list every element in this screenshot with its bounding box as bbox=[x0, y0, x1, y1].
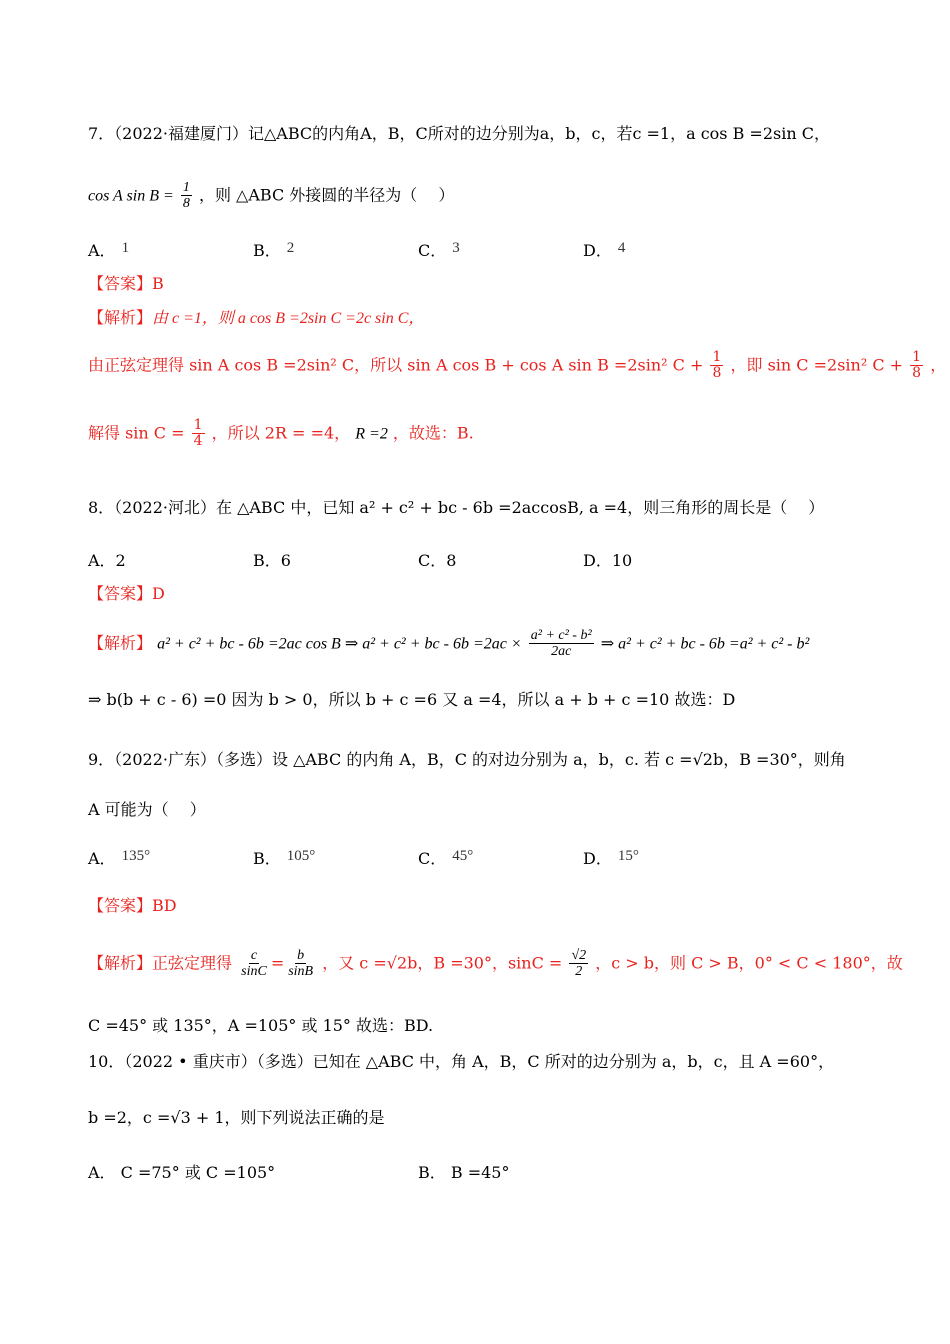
q8-solution-label: 【解析】 bbox=[88, 633, 153, 653]
q9-stem-line2: A 可能为（ ） bbox=[88, 800, 206, 819]
q10-stem-line2: b =2，c =√3 + 1，则下列说法正确的是 bbox=[88, 1108, 385, 1127]
q7-solution-text1: 由 c =1，则 a cos B =2sin C =2c sin C， bbox=[152, 310, 425, 327]
q7-solution-line2 bbox=[88, 349, 947, 382]
q7-answer: 【答案】B bbox=[88, 274, 164, 293]
q7-solution-radius: R =2 bbox=[355, 425, 388, 443]
q7-fraction bbox=[181, 180, 192, 212]
q7-frac-num: 1 bbox=[182, 180, 190, 195]
q7-solution-text2b: ，即 sin C =2sin² C + bbox=[730, 355, 904, 375]
q9-solution-text1c: ，c > b，则 C > B，0° < C < 180°，故 bbox=[595, 953, 903, 973]
q9-option-d[interactable]: D． 15° bbox=[583, 848, 639, 868]
q7-solution-text3e: ，故选：B. bbox=[392, 423, 474, 443]
q7-solution-line1 bbox=[88, 308, 890, 330]
q9-answer: 【答案】BD bbox=[88, 896, 177, 915]
q10-option-a[interactable]: A． C =75° 或 C =105° bbox=[88, 1163, 276, 1182]
q9-stem-line1: 9．（2022·广东）（多选）设 △ABC 的内角 A，B，C 的对边分别为 a，b，c. 若 c =√2b，B =30°，则角 bbox=[88, 750, 846, 769]
q7-solution-text3c: =4， bbox=[310, 423, 351, 443]
q7-solution-text2-end: ， bbox=[930, 355, 947, 375]
q8-option-b[interactable]: B．6 bbox=[253, 551, 291, 570]
q10-stem-line1: 10．（2022 • 重庆市）（多选）已知在 △ABC 中，角 A，B，C 所对的边分别为 a，b，c，且 A =60°， bbox=[88, 1052, 835, 1071]
q7-stem-line2 bbox=[88, 180, 890, 212]
q7-option-b[interactable]: B． 2 bbox=[253, 240, 295, 260]
q9-solution-text1b: ，又 c =√2b，B =30°，sinC = bbox=[322, 953, 563, 973]
q9-sol-frac2: $\frac{b}{\sin B}$ bbox=[288, 948, 314, 980]
q9-option-b[interactable]: B． 105° bbox=[253, 848, 316, 868]
q8-option-c[interactable]: C．8 bbox=[418, 551, 457, 570]
q9-option-a[interactable]: A． 135° bbox=[88, 848, 151, 868]
q7-sol2-frac2: $\frac{1}{8}$ bbox=[912, 349, 922, 382]
q9-sol-frac1: $\frac{c}{\sin C}$ bbox=[241, 948, 267, 980]
q8-option-d[interactable]: D．10 bbox=[583, 551, 633, 570]
q7-option-c[interactable]: C． 3 bbox=[418, 240, 460, 260]
q9-solution-label: 【解析】 bbox=[88, 953, 153, 973]
q7-frac-den: 8 bbox=[182, 196, 190, 212]
q8-solution-text1-end: ⇒ a² + c² + bc - 6b =a² + c² - b² bbox=[600, 635, 810, 653]
q8-sol-frac: $\frac{\text{a² + c² - b²}}{2ac}$ bbox=[530, 628, 592, 660]
q7-solution-text3b: ，所以 2R = bbox=[211, 423, 306, 443]
q9-option-c[interactable]: C． 45° bbox=[418, 848, 474, 868]
q7-formula: cos A sin B = bbox=[88, 187, 174, 205]
q9-sol-frac3: $\frac{√2}{2}$ bbox=[571, 948, 587, 980]
q7-sol3-frac: $\frac{1}{4}$ bbox=[193, 417, 203, 450]
q7-sol2-frac1: $\frac{1}{8}$ bbox=[712, 349, 722, 382]
q8-stem: 8．（2022·河北）在 △ABC 中，已知 a² + c² + bc - 6b =2accosB, a =4，则三角形的周长是（ ） bbox=[88, 498, 825, 517]
q9-solution-text1a: 正弦定理得 bbox=[152, 953, 233, 973]
q7-solution-line3 bbox=[88, 418, 890, 450]
q7-solution-text3a: 解得 sin C = bbox=[88, 423, 185, 443]
q8-solution-line1 bbox=[88, 628, 890, 660]
q7-option-a[interactable]: A． 1 bbox=[88, 240, 130, 260]
q8-option-a[interactable]: A．2 bbox=[88, 551, 126, 570]
q9-solution-line1: 【解析】正弦定理得 $\frac{c}{\sin C}$ = $\frac{b}{\sin B}$ ，又 c =√2b，B =30°，sinC = $\frac{√2}{2}$ ，c > b，则 C > B，0° < C < 180°，故 bbox=[88, 948, 903, 980]
q8-answer: 【答案】D bbox=[88, 584, 165, 603]
q7-option-d[interactable]: D． 4 bbox=[583, 240, 626, 260]
q10-option-b[interactable]: B． B =45° bbox=[418, 1163, 510, 1182]
q8-solution-line2: ⇒ b(b + c - 6) =0 因为 b > 0，所以 b + c =6 又 a =4，所以 a + b + c =10 故选：D bbox=[88, 690, 736, 709]
q8-solution-text1: a² + c² + bc - 6b =2ac cos B ⇒ a² + c² + bc - 6b =2ac × bbox=[157, 635, 522, 653]
q7-solution-label: 【解析】 bbox=[88, 308, 153, 327]
q7-stem-line1: 7．（2022·福建厦门）记△ABC的内角A，B，C所对的边分别为a，b，c，若c =1，a cos B =2sin C， bbox=[88, 124, 830, 143]
q9-solution-line2: C =45° 或 135°，A =105° 或 15° 故选：BD. bbox=[88, 1016, 434, 1035]
q7-stem-text: ，则 △ABC 外接圆的半径为（ ） bbox=[198, 185, 455, 205]
q7-solution-text2a: 由正弦定理得 sin A cos B =2sin² C，所以 sin A cos B + cos A sin B =2sin² C + bbox=[88, 355, 704, 375]
